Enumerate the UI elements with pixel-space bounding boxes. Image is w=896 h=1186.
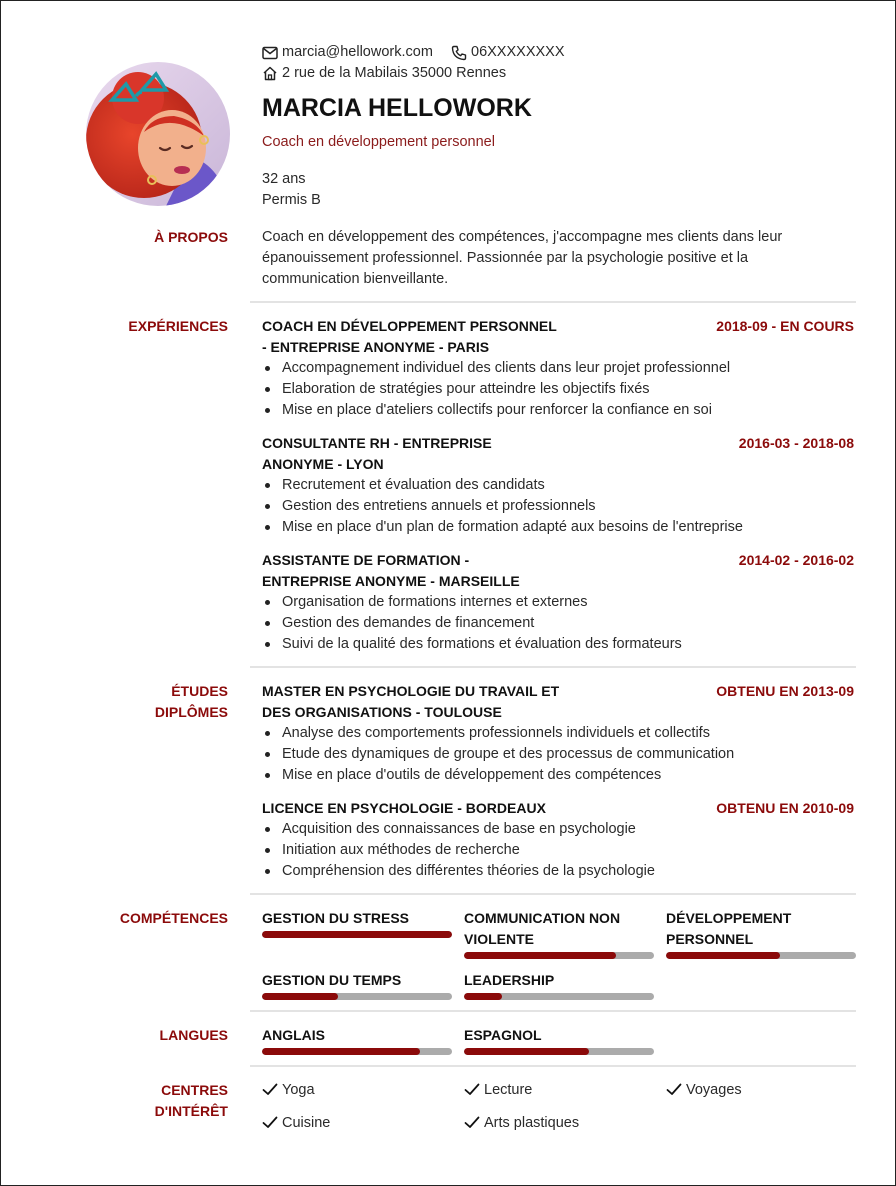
title-line: ASSISTANTE DE FORMATION - — [262, 552, 470, 568]
experience-date: 2018-09 - EN COURS — [716, 318, 854, 334]
skill-bar — [464, 993, 654, 1000]
label-line: CENTRES — [161, 1082, 228, 1098]
interest-label: Cuisine — [282, 1115, 331, 1131]
list-item: Gestion des entretiens annuels et professionnels — [262, 496, 743, 517]
title-line: LICENCE EN PSYCHOLOGIE - BORDEAUX — [262, 800, 546, 816]
label-line: D'INTÉRÊT — [154, 1103, 228, 1119]
education-date: OBTENU EN 2013-09 — [716, 683, 854, 699]
education-bullets — [262, 723, 734, 786]
skill-name: DÉVELOPPEMENT PERSONNEL — [666, 910, 792, 947]
separator — [250, 301, 856, 303]
section-label-skills: COMPÉTENCES — [119, 910, 228, 926]
language-fill — [464, 1048, 589, 1055]
skill-bar — [262, 931, 452, 938]
skill-item — [262, 908, 452, 938]
education-title — [262, 798, 546, 819]
check-icon — [262, 1083, 278, 1096]
experience-title — [262, 433, 492, 475]
profile-photo — [86, 62, 230, 206]
list-item: Mise en place d'outils de développement des compétences — [262, 765, 734, 786]
separator — [250, 1065, 856, 1067]
experience-title — [262, 550, 520, 592]
language-name: ESPAGNOL — [464, 1027, 542, 1043]
list-item: Acquisition des connaissances de base en psychologie — [262, 819, 655, 840]
section-label-about: À PROPOS — [154, 229, 228, 245]
interest-item — [464, 1080, 532, 1101]
phone-icon — [451, 45, 467, 61]
interest-label: Lecture — [484, 1082, 533, 1098]
about-line: Coach en développement des compétences, j'accompagne mes clients dans leur — [262, 229, 783, 245]
title-line: ANONYME - LYON — [262, 456, 384, 472]
about-text — [262, 227, 782, 290]
envelope-icon — [262, 46, 278, 60]
list-item: Mise en place d'un plan de formation adapté aux besoins de l'entreprise — [262, 517, 743, 538]
list-item: Elaboration de stratégies pour atteindre les objectifs fixés — [262, 379, 730, 400]
list-item: Gestion des demandes de financement — [262, 613, 682, 634]
title-line: CONSULTANTE RH - ENTREPRISE — [262, 435, 492, 451]
skill-name: GESTION DU STRESS — [262, 910, 410, 926]
skill-bar — [262, 993, 452, 1000]
skill-bar — [666, 952, 856, 959]
list-item: Accompagnement individuel des clients dans leur projet professionnel — [262, 358, 730, 379]
interest-item — [666, 1080, 742, 1101]
title-line: COACH EN DÉVELOPPEMENT PERSONNEL — [262, 318, 557, 334]
section-label-languages: LANGUES — [159, 1027, 228, 1043]
interest-label: Arts plastiques — [484, 1115, 580, 1131]
skill-fill — [464, 952, 616, 959]
home-icon — [262, 66, 278, 81]
skill-name: LEADERSHIP — [464, 972, 555, 988]
interest-label: Voyages — [686, 1082, 742, 1098]
label-line: DIPLÔMES — [154, 704, 228, 720]
interest-label: Yoga — [282, 1082, 315, 1098]
education-date: OBTENU EN 2010-09 — [716, 800, 854, 816]
experience-date: 2016-03 - 2018-08 — [738, 435, 854, 451]
title-line: - ENTREPRISE ANONYME - PARIS — [262, 339, 490, 355]
list-item: Initiation aux méthodes de recherche — [262, 840, 655, 861]
check-icon — [666, 1083, 682, 1096]
list-item: Mise en place d'ateliers collectifs pour renforcer la confiance en soi — [262, 400, 730, 421]
section-label-studies — [155, 681, 228, 723]
skill-fill — [666, 952, 780, 959]
interest-item — [262, 1113, 330, 1134]
age-text: 32 ans — [262, 171, 306, 187]
experience-bullets — [262, 475, 743, 538]
separator — [250, 893, 856, 895]
candidate-name: MARCIA HELLOWORK — [262, 94, 532, 122]
title-line: MASTER EN PSYCHOLOGIE DU TRAVAIL ET — [262, 683, 560, 699]
skill-name: COMMUNICATION NON VIOLENTE — [464, 910, 621, 947]
list-item: Recrutement et évaluation des candidats — [262, 475, 743, 496]
language-item — [262, 1025, 452, 1055]
list-item: Compréhension des différentes théories de la psychologie — [262, 861, 655, 882]
skill-item — [464, 970, 654, 1000]
skill-fill — [262, 993, 338, 1000]
list-item: Organisation de formations internes et externes — [262, 592, 682, 613]
section-label-interests — [155, 1080, 228, 1122]
experience-bullets — [262, 592, 682, 655]
skill-item — [464, 908, 654, 959]
experience-title — [262, 316, 557, 358]
skill-item — [262, 970, 452, 1000]
list-item: Etude des dynamiques de groupe et des processus de communication — [262, 744, 734, 765]
phone-text: 06XXXXXXXX — [471, 44, 565, 60]
list-item: Analyse des comportements professionnels individuels et collectifs — [262, 723, 734, 744]
language-bar — [464, 1048, 654, 1055]
interest-item — [262, 1080, 315, 1101]
email-text: marcia@hellowork.com — [282, 44, 433, 60]
skill-fill — [262, 931, 452, 938]
interest-item — [464, 1113, 579, 1134]
skill-bar — [464, 952, 654, 959]
title-line: ENTREPRISE ANONYME - MARSEILLE — [262, 573, 520, 589]
about-line: communication bienveillante. — [262, 271, 449, 287]
skill-fill — [464, 993, 502, 1000]
language-bar — [262, 1048, 452, 1055]
separator — [250, 1010, 856, 1012]
experience-date: 2014-02 - 2016-02 — [738, 552, 854, 568]
check-icon — [464, 1116, 480, 1129]
list-item: Suivi de la qualité des formations et évaluation des formateurs — [262, 634, 682, 655]
separator — [250, 666, 856, 668]
label-line: ÉTUDES — [171, 683, 228, 699]
education-bullets — [262, 819, 655, 882]
skill-item — [666, 908, 856, 959]
title-line: DES ORGANISATIONS - TOULOUSE — [262, 704, 502, 720]
job-title: Coach en développement personnel — [262, 134, 495, 150]
license-text: Permis B — [262, 192, 321, 208]
check-icon — [262, 1116, 278, 1129]
language-name: ANGLAIS — [262, 1027, 325, 1043]
about-line: épanouissement professionnel. Passionnée par la psychologie positive et la — [262, 250, 749, 266]
experience-bullets — [262, 358, 730, 421]
section-label-experiences: EXPÉRIENCES — [128, 318, 228, 334]
education-title — [262, 681, 559, 723]
check-icon — [464, 1083, 480, 1096]
language-fill — [262, 1048, 420, 1055]
address-text: 2 rue de la Mabilais 35000 Rennes — [282, 65, 507, 81]
skill-name: GESTION DU TEMPS — [262, 972, 402, 988]
language-item — [464, 1025, 654, 1055]
